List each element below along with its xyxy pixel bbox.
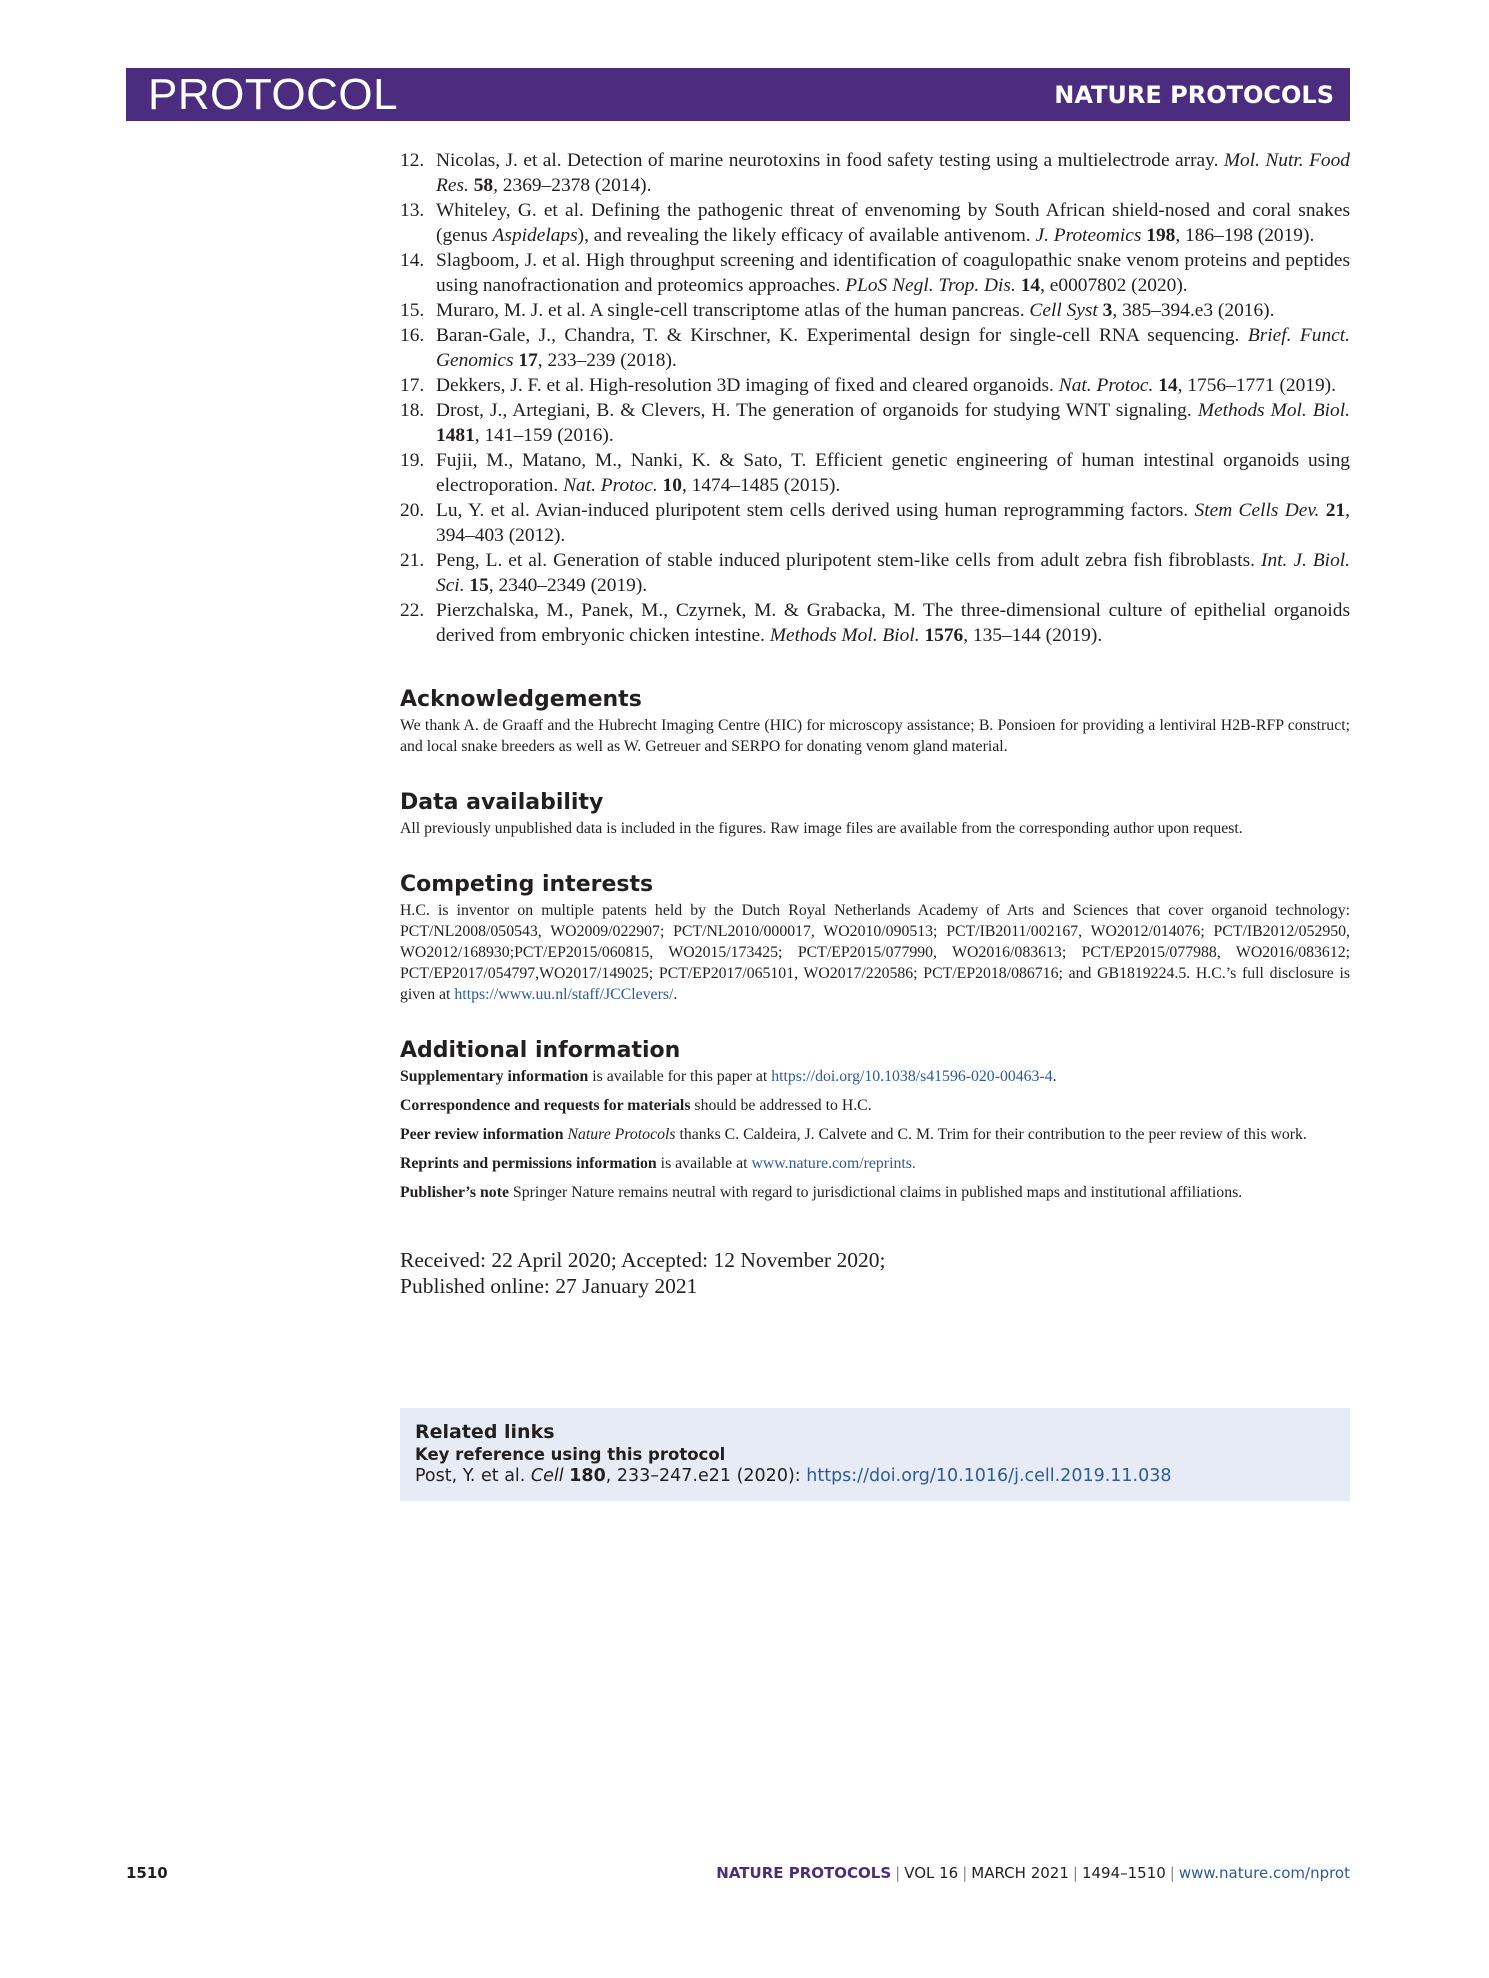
reference-item: 14. Slagboom, J. et al. High throughput screening and identification of coagulopathic snake venom proteins and peptides using nanofractionation and proteomics approaches. PLoS Negl. Trop. Dis. 14, e0007802 (2020).	[400, 250, 1350, 296]
peer-review-information: Peer review information Nature Protocols thanks C. Caldeira, J. Calvete and C. M. Trim for their contribution to the peer review of this work.	[400, 1126, 1307, 1143]
reprints-link[interactable]: www.nature.com/reprints.	[751, 1155, 916, 1172]
data-availability-heading: Data availability	[400, 790, 604, 815]
acknowledgements-body: We thank A. de Graaff and the Hubrecht Imaging Centre (HIC) for microscopy assistance; B. Ponsioen for providing a lentiviral H2B-RFP construct; and local snake breeders as well as W. Getreuer and SERPO for donating venom gland material.	[400, 717, 1350, 755]
supplementary-link[interactable]: https://doi.org/10.1038/s41596-020-00463-4	[771, 1068, 1053, 1085]
reference-item: 13. Whiteley, G. et al. Defining the pathogenic threat of envenoming by South African shield-nosed and coral snakes (genus Aspidelaps), and revealing the likely efficacy of available antivenom. J. Proteomics 198, 186–198 (2019).	[400, 200, 1350, 246]
related-reference-link[interactable]: https://doi.org/10.1016/j.cell.2019.11.038	[806, 1466, 1172, 1486]
competing-interests-section	[400, 871, 1350, 1005]
related-links-box	[400, 1408, 1350, 1501]
reference-item: 20. Lu, Y. et al. Avian-induced pluripotent stem cells derived using human reprogramming factors. Stem Cells Dev. 21, 394–403 (2012).	[400, 500, 1350, 546]
main-content	[400, 148, 1350, 1299]
additional-information-section	[400, 1037, 1350, 1203]
reference-list	[400, 148, 1350, 648]
footer-date: MARCH 2021	[971, 1864, 1069, 1882]
related-links-title: Related links	[415, 1421, 555, 1443]
footer-journal: NATURE PROTOCOLS	[716, 1864, 892, 1882]
reference-item: 19. Fujii, M., Matano, M., Nanki, K. & Sato, T. Efficient genetic engineering of human intestinal organoids using electroporation. Nat. Protoc. 10, 1474–1485 (2015).	[400, 450, 1350, 496]
data-availability-section	[400, 789, 1350, 839]
related-links-subtitle: Key reference using this protocol	[415, 1445, 726, 1464]
competing-interests-body: H.C. is inventor on multiple patents held by the Dutch Royal Netherlands Academy of Arts and Sciences that cover organoid technology: PCT/NL2008/050543, WO2009/022907; PCT/NL2010/000017, WO2010/090513; PCT/IB2011/002167, WO2012/014076; PCT/IB2012/052950, WO2012/168930;PCT/EP2015/060815, WO2015/173425; PCT/EP2015/077990, WO2016/083613; PCT/EP2015/077988, WO2016/083612; PCT/EP2017/054797,WO2017/149025; PCT/EP2017/065101, WO2017/220586; PCT/EP2018/086716; and GB1819224.5. H.C.’s full disclosure is given at https://www.uu.nl/staff/JCClevers/.	[400, 902, 1350, 1003]
competing-interests-heading: Competing interests	[400, 872, 654, 897]
publisher-note: Publisher’s note Springer Nature remains neutral with regard to jurisdictional claims in published maps and institutional affiliations.	[400, 1184, 1243, 1201]
reference-item: 21. Peng, L. et al. Generation of stable induced pluripotent stem-like cells from adult zebra fish fibroblasts. Int. J. Biol. Sci. 15, 2340–2349 (2019).	[400, 550, 1350, 596]
reference-item: 15. Muraro, M. J. et al. A single-cell transcriptome atlas of the human pancreas. Cell Syst 3, 385–394.e3 (2016).	[400, 300, 1275, 321]
reference-item: 22. Pierzchalska, M., Panek, M., Czyrnek, M. & Grabacka, M. The three-dimensional culture of epithelial organoids derived from embryonic chicken intestine. Methods Mol. Biol. 1576, 135–144 (2019).	[400, 600, 1350, 646]
reference-item: 17. Dekkers, J. F. et al. High-resolution 3D imaging of fixed and cleared organoids. Nat. Protoc. 14, 1756–1771 (2019).	[400, 375, 1336, 396]
article-dates	[400, 1247, 1350, 1299]
correspondence-information: Correspondence and requests for materials should be addressed to H.C.	[400, 1097, 872, 1114]
reference-item: 18. Drost, J., Artegiani, B. & Clevers, H. The generation of organoids for studying WNT signaling. Methods Mol. Biol. 1481, 141–159 (2016).	[400, 400, 1350, 446]
journal-name: NATURE PROTOCOLS	[1054, 81, 1334, 109]
page-footer	[126, 1863, 1350, 1887]
page-number: 1510	[126, 1864, 168, 1882]
article-type: PROTOCOL	[148, 70, 399, 119]
supplementary-information: Supplementary information is available for this paper at https://doi.org/10.1038/s41596-020-00463-4.	[400, 1068, 1057, 1085]
data-availability-body: All previously unpublished data is included in the figures. Raw image files are available from the corresponding author upon request.	[400, 820, 1243, 837]
header-bar	[126, 68, 1350, 121]
acknowledgements-heading: Acknowledgements	[400, 687, 642, 712]
additional-information-heading: Additional information	[400, 1038, 681, 1063]
reprints-information: Reprints and permissions information is available at www.nature.com/reprints.	[400, 1155, 916, 1172]
reference-item: 12. Nicolas, J. et al. Detection of marine neurotoxins in food safety testing using a multielectrode array. Mol. Nutr. Food Res. 58, 2369–2378 (2014).	[400, 150, 1351, 196]
footer-pages: 1494–1510	[1081, 1864, 1166, 1882]
published-date: Published online: 27 January 2021	[400, 1274, 698, 1298]
related-reference: Post, Y. et al. Cell 180, 233–247.e21 (2020): https://doi.org/10.1016/j.cell.2019.11.038	[415, 1466, 1172, 1486]
footer-citation: NATURE PROTOCOLS | VOL 16 | MARCH 2021 | 1494–1510 | www.nature.com/nprot	[716, 1864, 1350, 1882]
received-accepted-dates: Received: 22 April 2020; Accepted: 12 November 2020;	[400, 1248, 886, 1272]
reference-item: 16. Baran-Gale, J., Chandra, T. & Kirschner, K. Experimental design for single-cell RNA sequencing. Brief. Funct. Genomics 17, 233–239 (2018).	[400, 325, 1351, 371]
disclosure-link[interactable]: https://www.uu.nl/staff/JCClevers/	[454, 986, 674, 1003]
acknowledgements-section	[400, 686, 1350, 757]
footer-journal-url[interactable]: www.nature.com/nprot	[1178, 1864, 1350, 1882]
footer-volume: VOL 16	[904, 1864, 959, 1882]
